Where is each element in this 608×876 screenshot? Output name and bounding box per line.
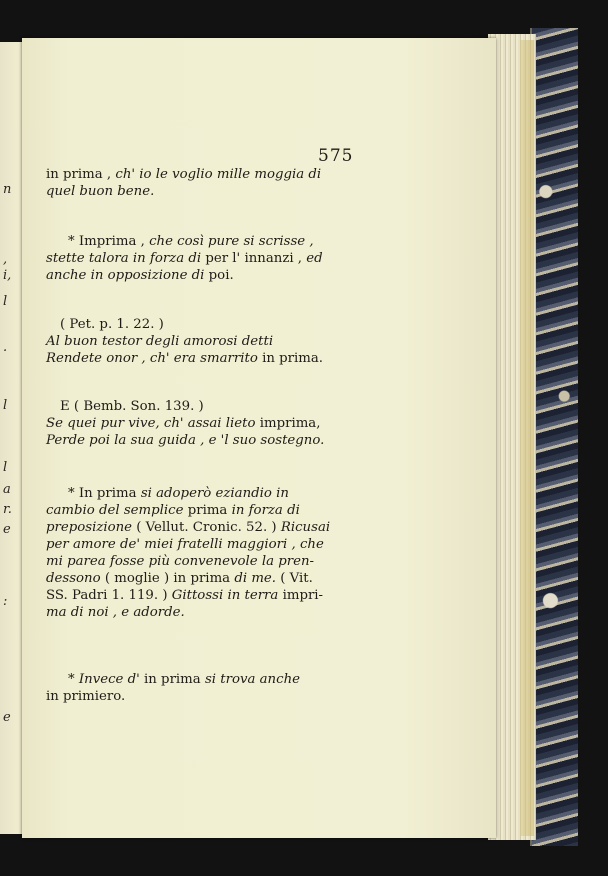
entry-in-prima xyxy=(46,166,344,200)
text-run: Gittossi in terra xyxy=(171,588,283,603)
left-fragment: . xyxy=(3,340,8,355)
citation: E ( Bemb. Son. 139. ) xyxy=(60,399,204,414)
text-line: in primiero. xyxy=(46,689,126,704)
text-run: SS. Padri 1. 119. ) xyxy=(46,588,172,603)
text-run: in prima. xyxy=(262,351,323,366)
text-run: Rendete onor , ch' era smarrito xyxy=(46,351,263,366)
left-fragment: r. xyxy=(3,502,12,517)
text-run: * Imprima , xyxy=(68,234,150,249)
text-run: in prima xyxy=(144,672,205,687)
text-run: ch' assai lieto xyxy=(163,416,260,431)
entry-bembo-quote xyxy=(46,398,344,449)
text-run: di me. xyxy=(234,571,281,586)
left-fragment: e xyxy=(3,522,11,537)
text-run: impri- xyxy=(282,588,324,603)
marbled-cover xyxy=(530,28,578,846)
text-run: poi. xyxy=(208,268,234,283)
text-run: dessono xyxy=(46,571,105,586)
text-run: anche in opposizione di xyxy=(46,268,209,283)
left-fragment: n xyxy=(3,182,12,197)
text-run: * In prima xyxy=(68,486,141,501)
text-run: ed xyxy=(306,251,323,266)
left-fragment: : xyxy=(3,594,8,609)
left-fragment: l xyxy=(3,398,8,413)
page-stack-gilt xyxy=(520,40,534,836)
text-run: stette talora in forza di xyxy=(46,251,206,266)
left-fragment: l xyxy=(3,294,8,309)
text-run: prima xyxy=(187,503,232,518)
text-line: quel buon bene. xyxy=(46,184,155,199)
text-run: ( Vit. xyxy=(280,571,313,586)
entry-invece xyxy=(46,671,344,705)
text-run: imprima, xyxy=(259,416,321,431)
text-line: per amore de' miei fratelli maggiori , che xyxy=(46,537,324,552)
text-run: in forza di xyxy=(231,503,300,518)
text-line: mi parea fosse più convenevole la pren- xyxy=(46,554,315,569)
text-run: in prima , xyxy=(46,167,116,182)
text-run: ( moglie ) in prima xyxy=(104,571,235,586)
text-run: che così pure si scrisse , xyxy=(149,234,314,249)
left-fragment: a xyxy=(3,482,11,497)
text-run: ( Vellut. Cronic. 52. ) xyxy=(136,520,281,535)
text-run: si trova anche xyxy=(204,672,300,687)
text-run: si adoperò eziandio in xyxy=(140,486,289,501)
text-run: Se quei pur vive, xyxy=(46,416,164,431)
left-fragment: e xyxy=(3,710,11,725)
text-run: * Invece d' xyxy=(68,672,145,687)
citation: ( Pet. p. 1. 22. ) xyxy=(60,317,164,332)
entry-petrarca-quote xyxy=(46,316,344,367)
left-fragment: , xyxy=(3,252,8,267)
entry-in-prima-preposition xyxy=(46,485,344,621)
text-run: Ricusai xyxy=(280,520,331,535)
entry-imprima xyxy=(46,233,344,284)
text-run: ch' io le voglio mille moggia di xyxy=(115,167,322,182)
page-number: 575 xyxy=(318,146,354,166)
left-fragment: l xyxy=(3,460,8,475)
text-run: cambio del semplice xyxy=(46,503,188,518)
text-run: per l' innanzi , xyxy=(205,251,307,266)
left-fragment: i, xyxy=(3,268,12,283)
text-run: preposizione xyxy=(46,520,137,535)
text-line: ma di noi , e adorde. xyxy=(46,605,185,620)
verse-line: Al buon testor degli amorosi detti xyxy=(46,334,274,349)
verse-line: Perde poi la sua guida , e 'l suo sostegno. xyxy=(46,433,325,448)
